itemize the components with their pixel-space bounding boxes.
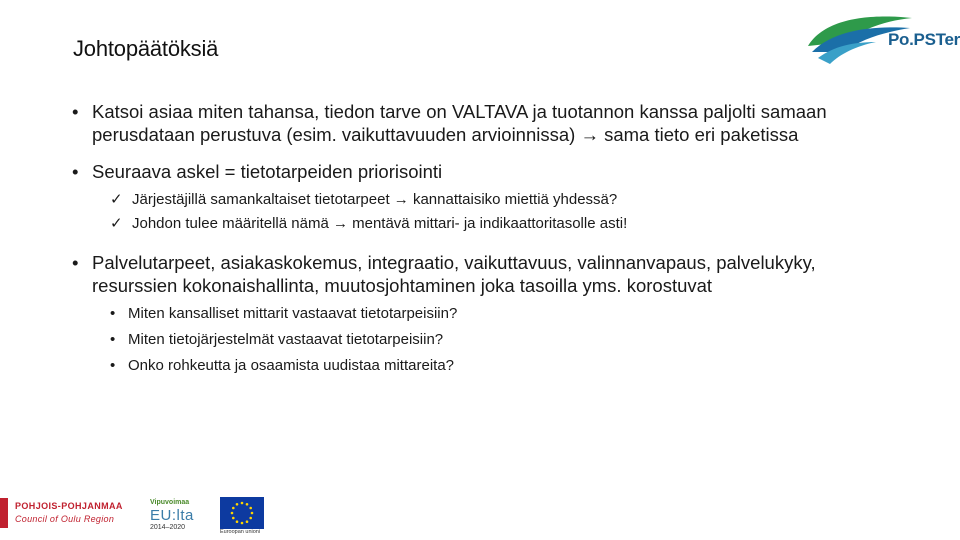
slide-title: Johtopäätöksiä — [73, 36, 219, 61]
check-item: ✓ Järjestäjillä samankaltaiset tietotarpeet → kannattaisiko miettiä yhdessä? — [110, 188, 902, 212]
slide-content — [72, 100, 902, 379]
vipuvoimaa-logo — [150, 499, 206, 533]
bullet-3: • Palvelutarpeet, asiakaskokemus, integraatio, vaikuttavuus, valinnanvapaus, palvelukyky, resurssien kokonaishallinta, muutosjohtaminen joka tasoilla yms. korostuvat — [72, 251, 902, 297]
bullet-1: • Katsoi asiaa miten tahansa, tiedon tarve on VALTAVA ja tuotannon kanssa paljolti samaan perusdataan perustuva (esim. vaikuttavuuden arvioinnissa) → sama tieto eri paketissa — [72, 100, 902, 146]
region-name: POHJOIS-POHJANMAA — [15, 501, 123, 511]
bullet-2: • Seuraava askel = tietotarpeiden priorisointi — [72, 160, 902, 183]
vipu-top-text: Vipuvoimaa — [150, 499, 190, 506]
sub-bullet-item: • Miten tietojärjestelmät vastaavat tietotarpeisiin? — [110, 327, 902, 353]
check-item: ✓ Johdon tulee määritellä nämä → mentävä mittari- ja indikaattoritasolle asti! — [110, 212, 902, 236]
eu-stars-icon — [220, 497, 264, 529]
sub-bullet-item: • Onko rohkeutta ja osaamista uudistaa mittareita? — [110, 353, 902, 379]
sub-bullet-list — [72, 301, 902, 379]
region-subtitle: Council of Oulu Region — [15, 514, 115, 524]
pohjois-pohjanmaa-logo — [0, 498, 135, 528]
popster-logo-text: Po.PSTer — [888, 30, 960, 49]
eu-flag-icon — [220, 497, 264, 529]
sub-bullet-item: • Miten kansalliset mittarit vastaavat tietotarpeisiin? — [110, 301, 902, 327]
vipu-main-text: EU:lta — [150, 507, 194, 524]
eu-caption: Euroopan unioni — [220, 529, 261, 535]
check-list — [72, 188, 902, 236]
vipu-years-text: 2014–2020 — [150, 524, 186, 531]
region-mark-icon — [0, 498, 8, 528]
